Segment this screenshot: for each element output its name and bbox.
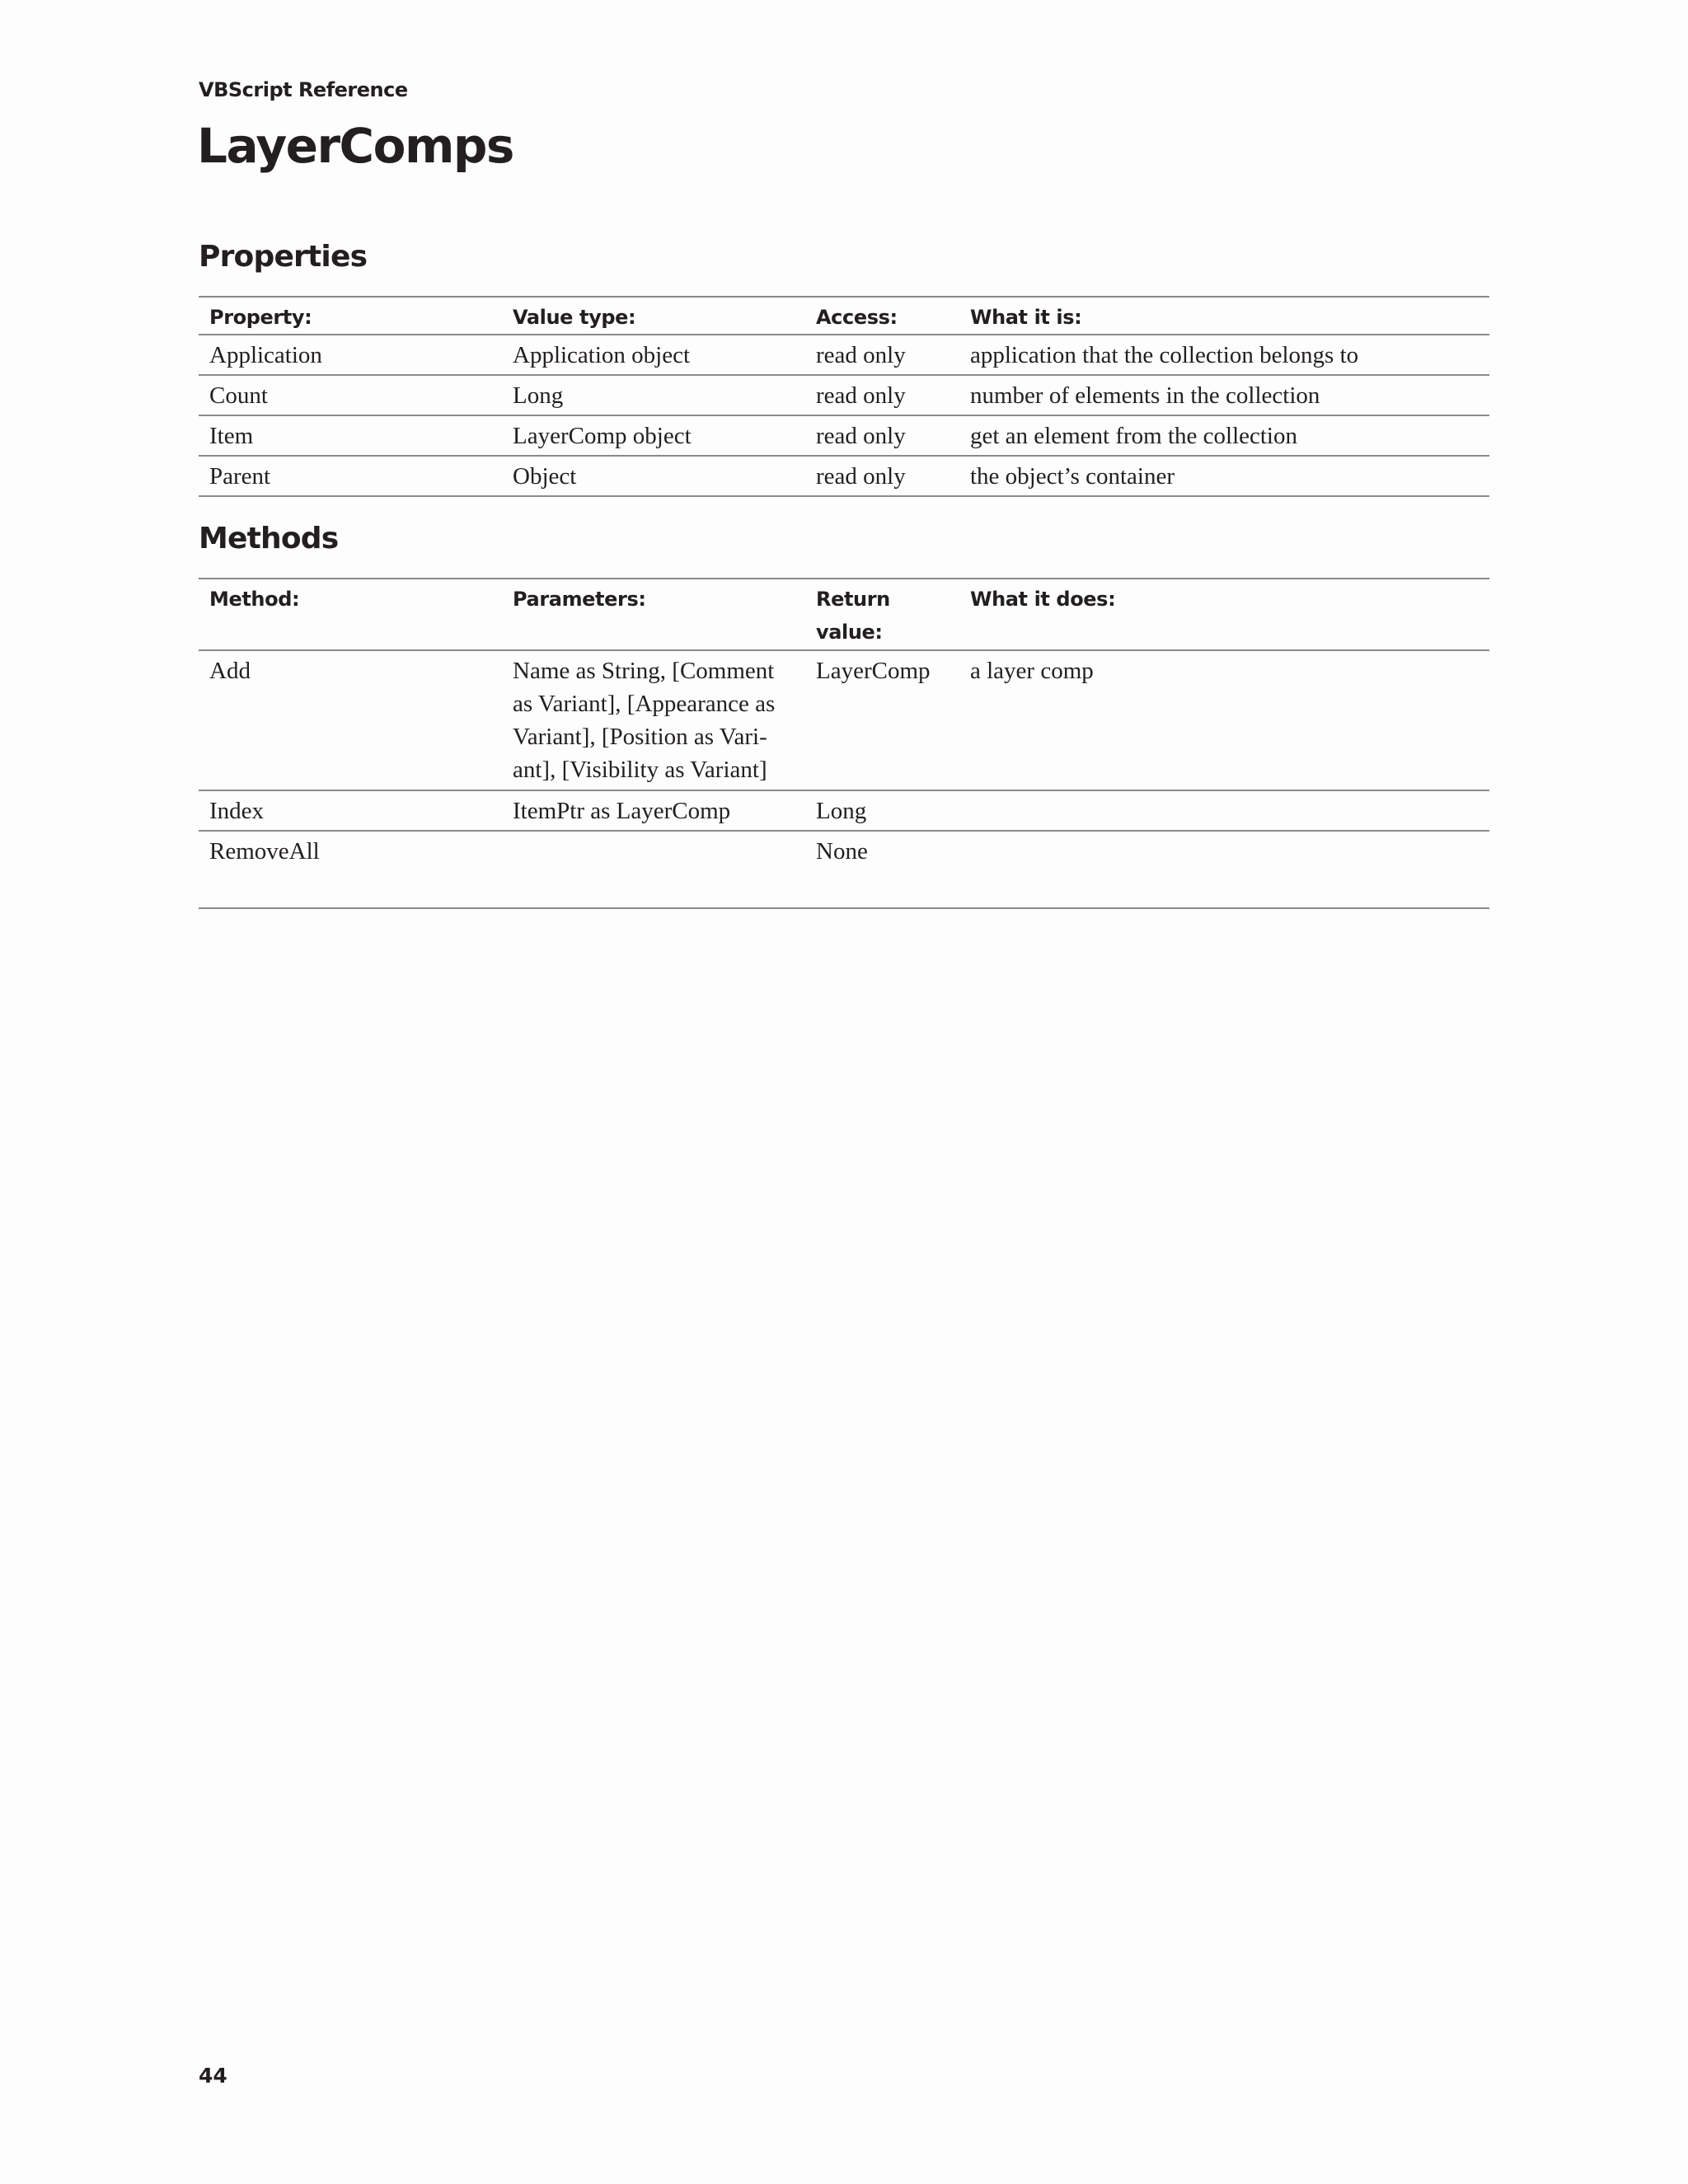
method-name: Add	[209, 658, 251, 684]
property-name: Application	[209, 342, 322, 368]
table-row	[199, 791, 1489, 832]
page-number: 44	[199, 2064, 227, 2088]
table-header-row	[199, 298, 1489, 335]
column-header-value-type: Value type:	[513, 306, 636, 329]
table-header-row	[199, 579, 1489, 651]
column-header-property: Property:	[209, 306, 312, 329]
page-title: LayerComps	[197, 118, 513, 174]
table-row	[199, 832, 1489, 907]
column-header-method: Method:	[209, 588, 300, 611]
method-return-value: Long	[816, 798, 867, 824]
property-value-type: LayerComp object	[513, 423, 692, 449]
method-parameters	[502, 832, 805, 907]
table-row	[199, 416, 1489, 457]
property-value-type: Application object	[513, 342, 691, 368]
column-header-return-value: Return value:	[816, 588, 890, 644]
property-value-type: Long	[513, 382, 564, 409]
table-row	[199, 376, 1489, 416]
property-description: number of elements in the collection	[970, 382, 1320, 409]
table-row	[199, 651, 1489, 791]
table-row	[199, 335, 1489, 376]
method-name: Index	[209, 798, 265, 824]
method-return-value: None	[816, 838, 868, 865]
property-name: Item	[209, 423, 254, 449]
methods-table	[199, 578, 1489, 909]
method-return-value: LayerComp	[816, 658, 931, 684]
properties-heading: Properties	[199, 240, 368, 274]
property-description: get an element from the collection	[970, 423, 1297, 449]
running-header: VBScript Reference	[199, 78, 408, 101]
column-header-parameters: Parameters:	[513, 588, 646, 611]
properties-table	[199, 296, 1489, 497]
property-description: the object’s container	[970, 463, 1175, 490]
method-description: a layer comp	[970, 658, 1094, 684]
property-name: Count	[209, 382, 268, 409]
property-access: read only	[816, 342, 906, 368]
column-header-what-it-is: What it is:	[970, 306, 1082, 329]
column-header-what-it-does: What it does:	[970, 588, 1116, 611]
table-row	[199, 457, 1489, 497]
property-name: Parent	[209, 463, 271, 490]
property-access: read only	[816, 423, 906, 449]
method-description	[959, 791, 1489, 830]
method-name: RemoveAll	[209, 838, 320, 865]
property-value-type: Object	[513, 463, 577, 490]
property-access: read only	[816, 463, 906, 490]
property-description: application that the collection belongs to	[970, 342, 1359, 368]
method-parameters: ItemPtr as LayerComp	[513, 798, 731, 824]
method-parameters: Name as String, [Comment as Variant], [Appearance as Variant], [Position as Vari-ant], [Visibility as Variant]	[513, 658, 776, 783]
methods-heading: Methods	[199, 522, 339, 555]
column-header-access: Access:	[816, 306, 898, 329]
method-description	[959, 832, 1489, 907]
property-access: read only	[816, 382, 906, 409]
